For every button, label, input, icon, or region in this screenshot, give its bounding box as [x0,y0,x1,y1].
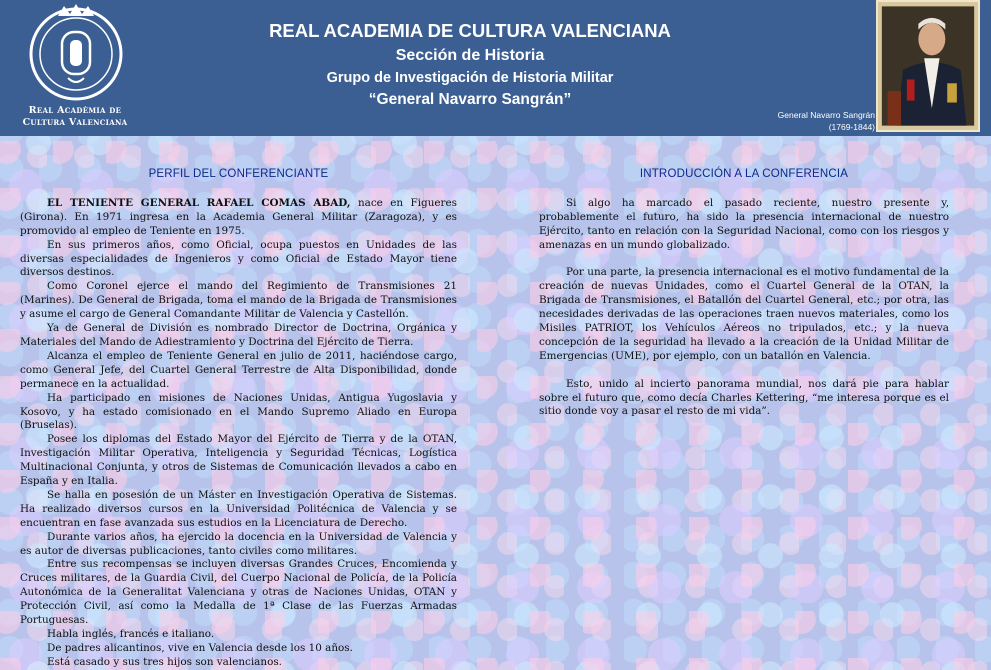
group-title: Grupo de Investigación de Historia Militar [326,70,614,86]
conference-intro-column [539,168,949,433]
section-title: Sección de Historia [395,47,545,64]
profile-paragraph: Durante varios años, ha ejercido la docencia en la Universidad de Valencia y es autor de diversas publicaciones, tanto civiles como militares. [20,530,457,557]
conference-intro-heading: INTRODUCCIÓN A LA CONFERENCIA [639,168,849,180]
speaker-profile-heading: PERFIL DEL CONFERENCIANTE [148,168,329,180]
profile-paragraph: Está casado y sus tres hijos son valencianos. [47,655,282,668]
academy-logo-text [0,105,150,129]
speaker-lead-text: nace en Figueres (Girona). En 1971 ingresa en la Academia General Militar (Zaragoza), y es promovido al empleo de Teniente en 1975. [20,196,457,237]
subgroup-title: “General Navarro Sangrán” [368,91,572,108]
profile-paragraph: Ya de General de División es nombrado Director de Doctrina, Orgánica y Materiales del Mando de Adiestramiento y Doctrina del Ejército de Tierra. [20,322,457,348]
speaker-profile-column [20,168,457,670]
header-titles [240,18,700,111]
portrait-caption [747,109,875,133]
portrait-caption-dates: (1769-1844) [828,122,875,132]
academy-seal-logo [28,2,124,102]
logo-text-line1: Real Acadèmia de [28,105,122,116]
profile-paragraph: Como Coronel ejerce el mando del Regimiento de Transmisiones 21 (Marines). De General de Brigada, toma el mando de la Brigada de Transmisiones y asume el cargo de General Comandante Militar de Valencia y Castellón. [20,280,457,321]
page-title: REAL ACADEMIA DE CULTURA VALENCIANA [269,20,671,41]
profile-paragraph: Posee los diplomas del Estado Mayor del Ejército de Tierra y de la OTAN, Investigación Militar Operativa, Inteligencia y Seguridad Técnicas, Logística Multinacional Conjunta, y otros de Sistemas de Comunicación llevados a cabo en España y en Italia. [20,433,457,488]
profile-paragraph: Alcanza el empleo de Teniente General en julio de 2011, haciéndose cargo, como General Jefe, del Cuartel General Terrestre de Alta Disponibilidad, donde permanece en la actualidad. [20,349,457,390]
profile-paragraph: Entre sus recompensas se incluyen diversas Grandes Cruces, Encomienda y Cruces militares, de la Guardia Civil, del Cuerpo Nacional de Policía, de la Policía Autonómica de la Generalitat Valenciana y otras de Naciones Unidas, OTAN y Protección Civil, así como la Medalla de 1ª Clase de las Fuerzas Armadas Portuguesas. [20,558,457,627]
intro-paragraph: Por una parte, la presencia internacional es el motivo fundamental de la creación de nuevas Unidades, como el Cuartel General de la OTAN, la Brigada de Transmisiones, el Batallón del Cuartel General, etc.; por otra, las necesidades derivadas de las operaciones traen nuevos materiales, como los Misiles PATRIOT, los Vehículos Aéreos no tripulados, etc.; y la nueva concepción de la seguridad ha llevado a la creación de la Unidad Militar de Emergencias (UME), por ejemplo, con un batallón en Valencia. [539,266,949,362]
portrait-caption-name: General Navarro Sangrán [777,110,875,120]
intro-paragraph: Esto, unido al incierto panorama mundial, nos dará pie para hablar sobre el futuro que, como decía Charles Kettering, “me interesa porque es el sitio donde voy a pasar el resto de mi vida”. [539,377,949,418]
general-portrait-image [876,0,980,132]
intro-paragraph: Si algo ha marcado el pasado reciente, nuestro presente y, probablemente el futuro, ha sido la presencia internacional de nuestro Ejército, tanto en relación con la Seguridad Nacional, como con los riesgos y amenazas en un mundo globalizado. [539,196,949,251]
profile-paragraph: Se halla en posesión de un Máster en Investigación Operativa de Sistemas. Ha realizado diversos cursos en la Universidad Politécnica de Valencia y se encuentran en fase avanzada sus estudios en la Licenciatura de Derecho. [20,488,457,529]
speaker-name: EL TENIENTE GENERAL RAFAEL COMAS ABAD, [47,196,351,209]
profile-paragraph: Habla inglés, francés e italiano. [47,628,215,640]
profile-paragraph: En sus primeros años, como Oficial, ocupa puestos en Unidades de las diversas especialidades de Ingenieros y como Oficial de Estado Mayor tiene diversos destinos. [20,238,457,279]
page-header [0,0,991,136]
profile-paragraph: Ha participado en misiones de Naciones Unidas, Antigua Yugoslavia y Kosovo, y ha estado comisionado en el Mando Supremo Aliado en Europa (Bruselas). [20,391,457,432]
speaker-lead-paragraph [20,197,457,239]
logo-text-line2: Cultura Valenciana [22,117,128,128]
profile-paragraph: De padres alicantinos, vive en Valencia desde los 10 años. [47,641,353,654]
